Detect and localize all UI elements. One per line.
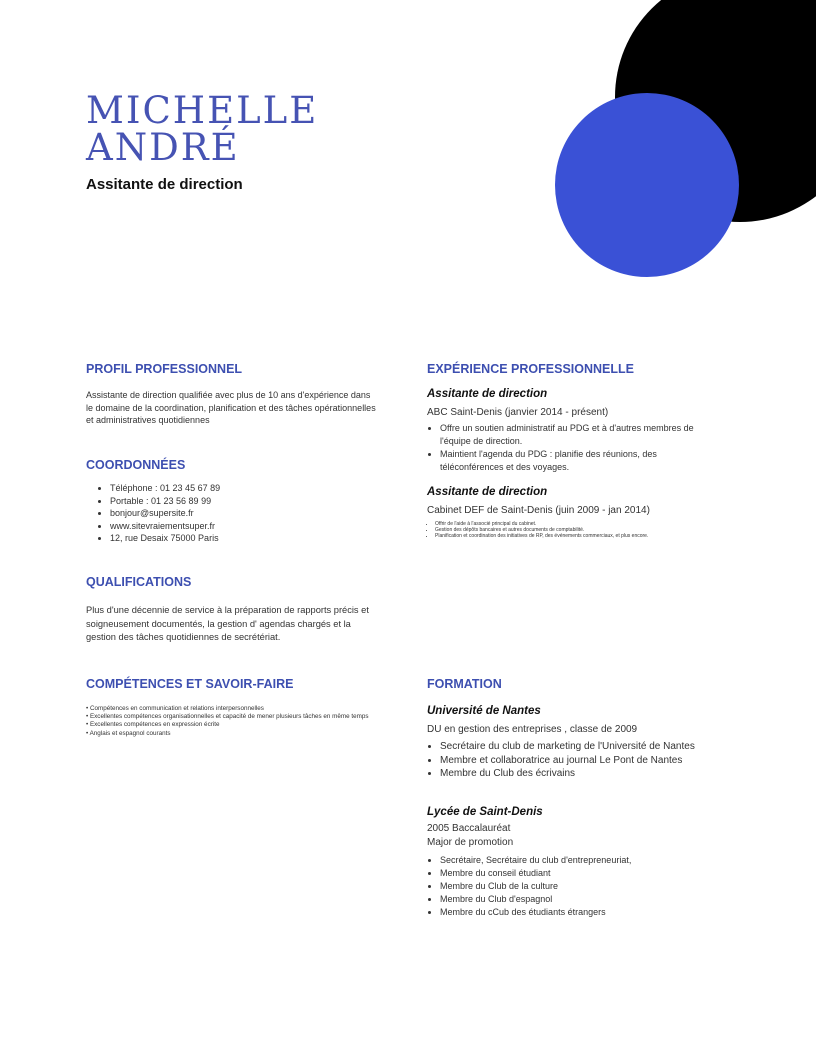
school-name: Lycée de Saint-Denis — [427, 806, 543, 818]
contact-list — [86, 482, 400, 545]
job-title: Assitante de direction — [427, 486, 548, 498]
job-title: Assitante de direction — [86, 176, 243, 193]
name-line-2: ANDRÉ — [86, 126, 240, 169]
competence-item: • Anglais et espagnol courants — [86, 729, 171, 737]
school-1 — [427, 705, 727, 781]
school-activity: • Membre du conseil étudiant — [440, 867, 727, 880]
profil-heading: PROFIL PROFESSIONNEL — [86, 362, 243, 376]
school-activity: • Membre du cCub des étudiants étrangers — [440, 906, 727, 919]
job-duty: • Offre un soutien administratif au PDG et à d'autres membres de l'équipe de direction. — [440, 422, 717, 448]
school-detail: Major de promotion — [427, 837, 514, 848]
competence-item: • Excellentes compétences organisationnelles et capacité de mener plusieurs tâches en même temps — [86, 713, 369, 721]
school-detail: 2005 Baccalauréat — [427, 822, 511, 834]
job-1 — [427, 388, 717, 474]
job-org: ABC Saint-Denis (janvier 2014 - présent) — [427, 406, 609, 418]
job-duty: • Gestion des dépôts bancaires et autres documents de comptabilité. — [435, 527, 727, 533]
name-line-1: MICHELLE — [86, 89, 319, 132]
school-name: Université de Nantes — [427, 705, 541, 717]
school-activity: • Membre du Club de la culture — [440, 880, 727, 893]
school-2 — [427, 806, 727, 919]
school-activity: • Membre et collaboratrice au journal Le Pont de Nantes — [440, 754, 727, 768]
school-activity: • Secrétaire, Secrétaire du club d'entrepreneuriat, — [440, 854, 727, 867]
job-org: Cabinet DEF de Saint-Denis (juin 2009 - jan 2014) — [427, 504, 650, 516]
school-activity: • Membre du Club d'espagnol — [440, 893, 727, 906]
profil-text: Assistante de direction qualifiée avec plus de 10 ans d'expérience dans le domaine de la coordination, planification et des tâches opérationnelles et administratives quotidiennes — [86, 390, 376, 425]
contact-email[interactable]: • bonjour@supersite.fr — [110, 507, 400, 520]
job-title: Assitante de direction — [427, 388, 548, 400]
blue-circle-decoration — [555, 93, 739, 277]
school-activity: • Membre du Club des écrivains — [440, 767, 727, 781]
school-detail: DU en gestion des entreprises , classe de 2009 — [427, 723, 638, 735]
contact-phone: • Téléphone : 01 23 45 67 89 — [110, 482, 400, 495]
formation-heading: FORMATION — [427, 677, 502, 691]
coordonnees-heading: COORDONNÉES — [86, 458, 186, 472]
competence-item: • Excellentes compétences en expression écrite — [86, 721, 220, 729]
qualifications-heading: QUALIFICATIONS — [86, 575, 192, 589]
school-activity: • Secrétaire du club de marketing de l'Université de Nantes — [440, 740, 727, 754]
competences-list — [86, 705, 371, 738]
qualifications-text: Plus d'une décennie de service à la préparation de rapports précis et soigneusement documentés, la gestion d' agendas chargés et la gestion des tâches quotidiennes de secrétériat. — [86, 605, 369, 642]
contact-address: • 12, rue Desaix 75000 Paris — [110, 532, 400, 545]
job-duty: • Offrir de l'aide à l'associé principal du cabinet. — [435, 521, 727, 527]
contact-website[interactable]: • www.sitevraiementsuper.fr — [110, 520, 400, 533]
competences-heading: COMPÉTENCES ET SAVOIR-FAIRE — [86, 677, 294, 691]
experience-heading: EXPÉRIENCE PROFESSIONNELLE — [427, 362, 634, 376]
job-duty: • Planification et coordination des initiatives de RP, des événements commerciaux, et plus encore. — [435, 533, 727, 539]
job-duty: • Maintient l'agenda du PDG : planifie des réunions, des téléconférences et des voyages. — [440, 448, 717, 474]
contact-mobile: • Portable : 01 23 56 89 99 — [110, 495, 400, 508]
job-2 — [427, 486, 727, 539]
candidate-name — [86, 89, 319, 169]
competence-item: • Compétences en communication et relations interpersonnelles — [86, 705, 264, 712]
